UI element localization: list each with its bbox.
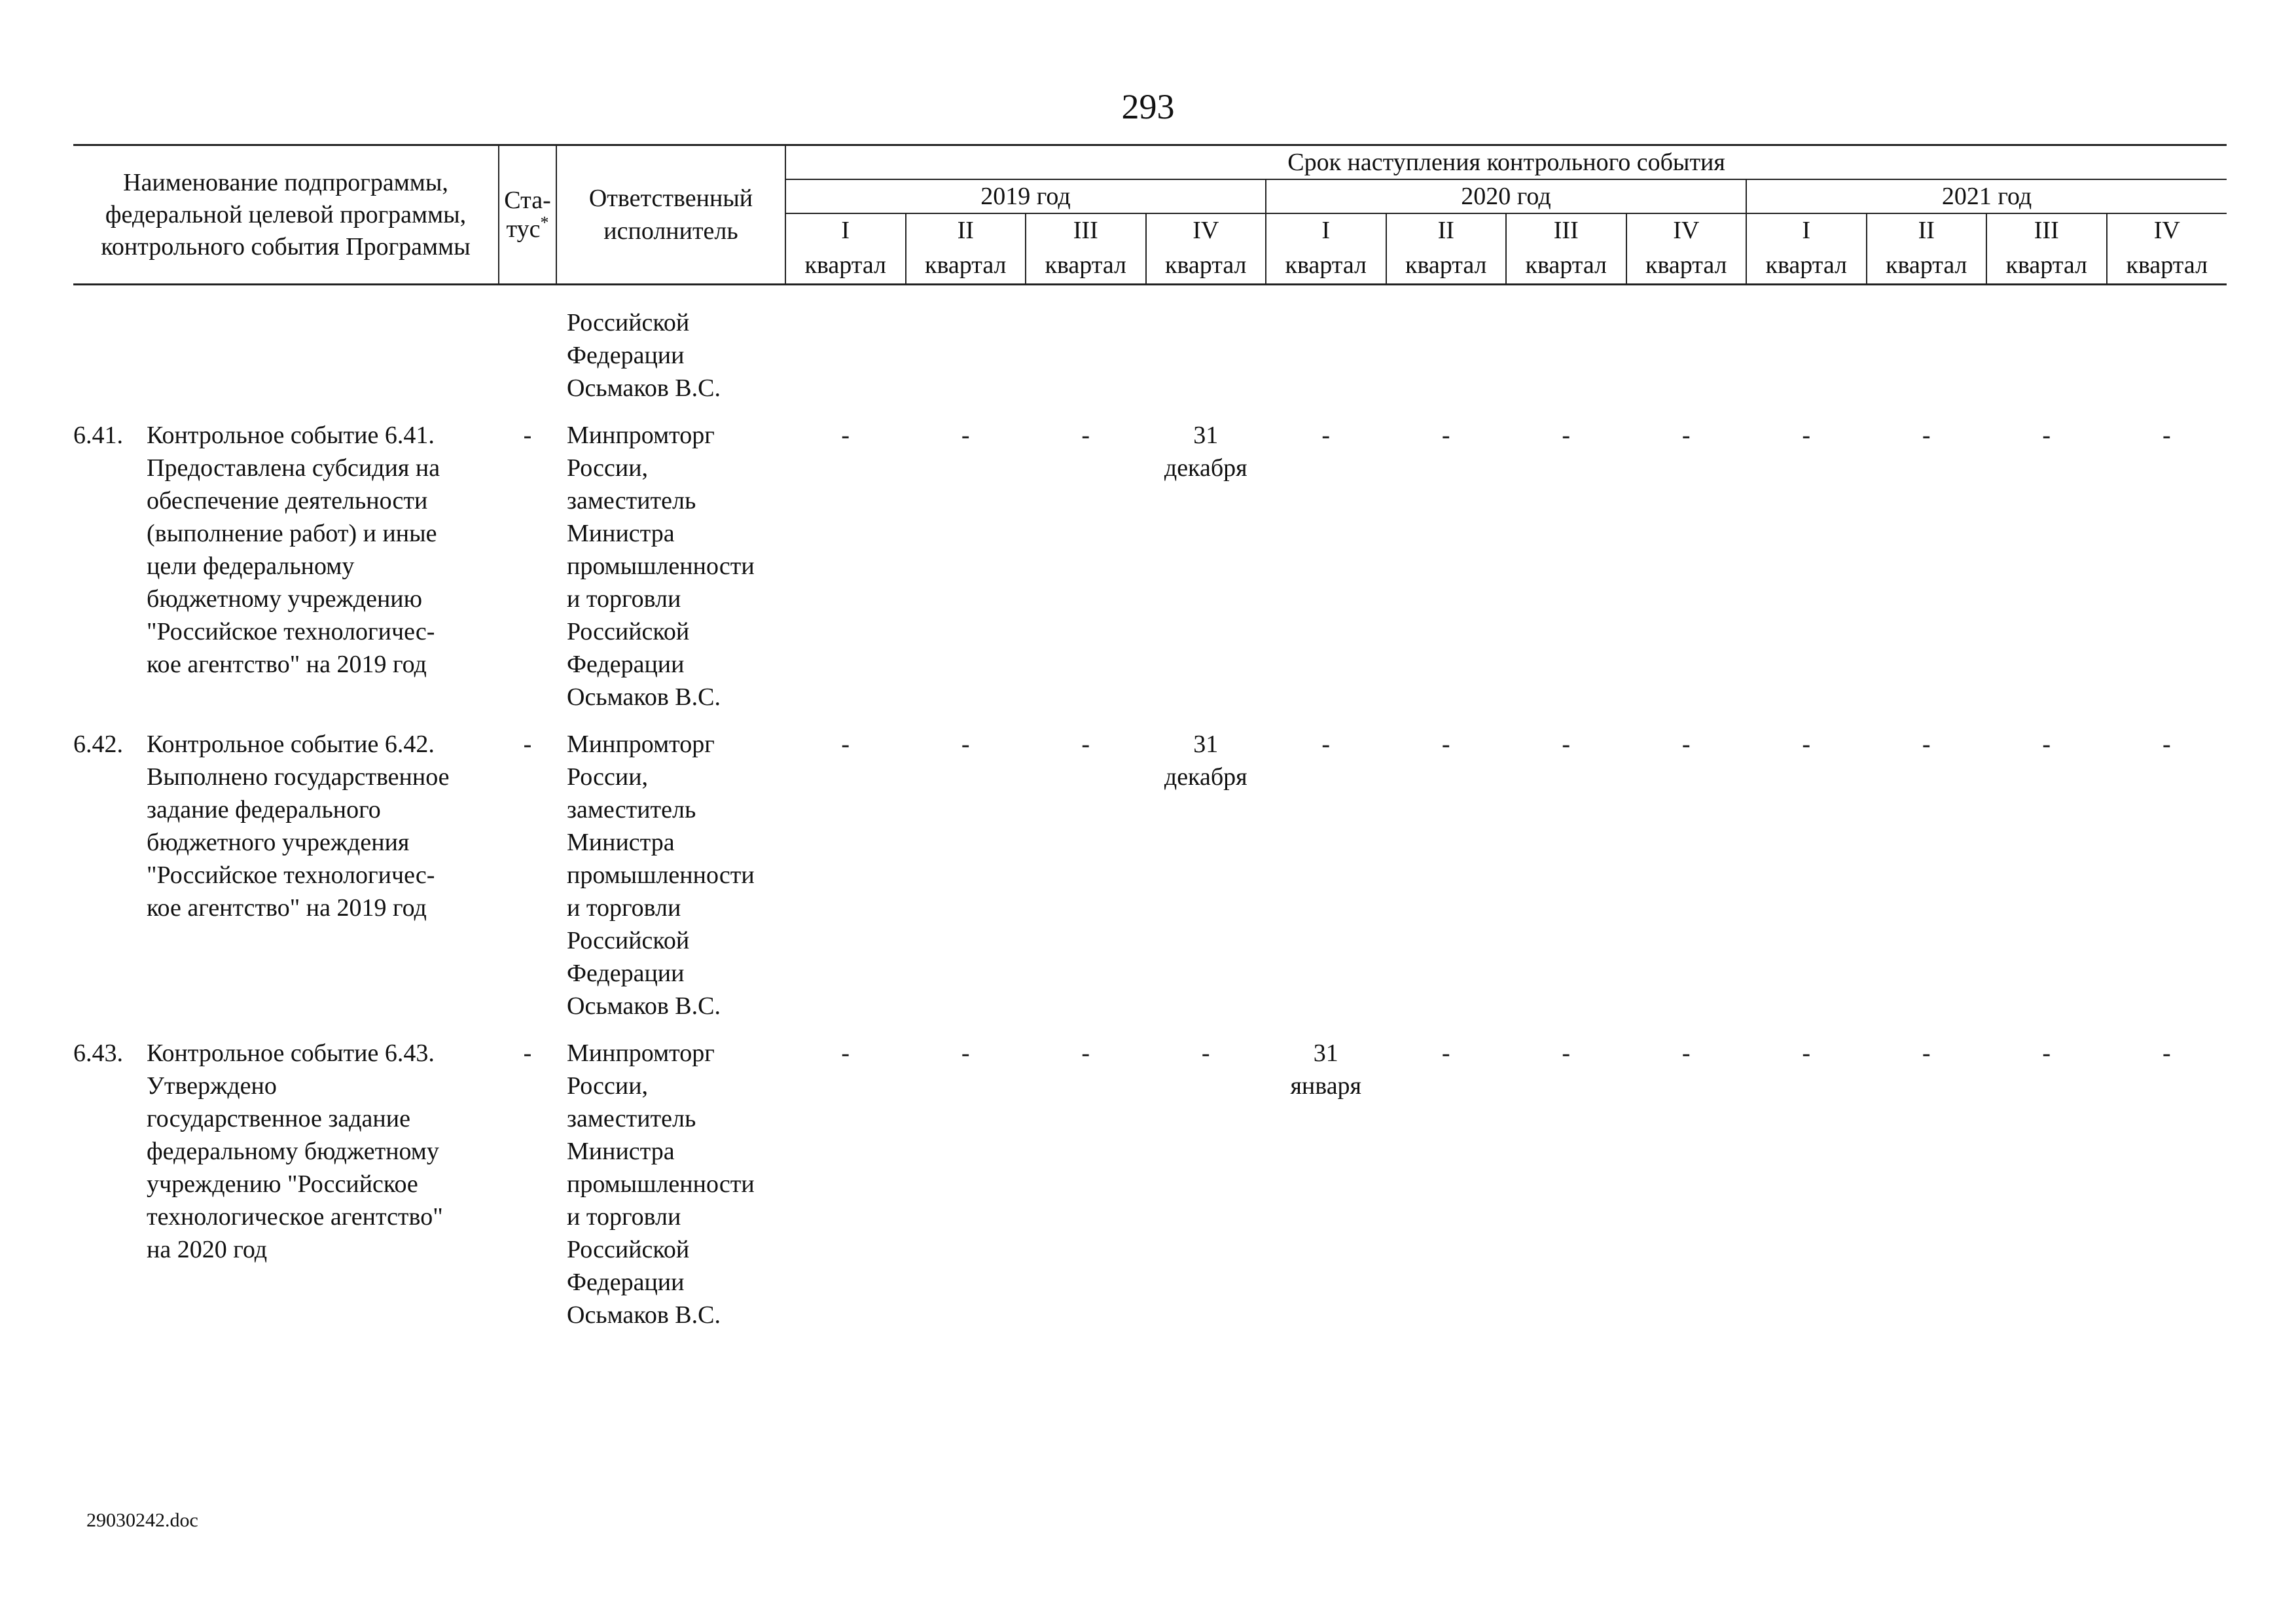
responsible-line: заместитель <box>567 487 696 514</box>
quarter-cell: - <box>1441 731 1450 758</box>
quarter-cell: - <box>1441 1039 1450 1067</box>
event-name <box>147 728 499 924</box>
header-status-line: Ста- <box>504 187 551 214</box>
event-name-line: задание федерального <box>147 796 381 823</box>
control-events-table <box>73 144 2227 1346</box>
responsible-line: Федерации <box>567 1269 685 1296</box>
quarter-numeral: II <box>1386 213 1507 247</box>
event-name-line: обеспечение деятельности <box>147 487 428 514</box>
quarter-numeral: III <box>1986 213 2107 247</box>
event-status: - <box>523 422 532 449</box>
event-name-line: Контрольное событие 6.42. <box>147 731 435 758</box>
responsible-line: Российской <box>567 618 690 645</box>
quarter-cell: - <box>1802 422 1811 449</box>
quarter-cell: 31 января <box>1290 1039 1362 1100</box>
quarter-numeral: IV <box>1626 213 1747 247</box>
quarter-cell: - <box>1681 731 1691 758</box>
column-header-deadline: Срок наступления контрольного события <box>785 145 2227 180</box>
table-row <box>73 728 2227 1037</box>
quarter-cell: - <box>1802 1039 1811 1067</box>
quarter-cell: - <box>1802 731 1811 758</box>
continuation-responsible <box>556 306 785 419</box>
quarter-cell: - <box>961 422 970 449</box>
quarter-numeral: I <box>1266 213 1386 247</box>
responsible-line: Минпромторг <box>567 1039 715 1067</box>
responsible-line: Российской <box>567 1236 690 1263</box>
responsible-line: Федерации <box>567 651 685 678</box>
event-name-cell <box>73 1037 499 1346</box>
quarter-word: квартал <box>1026 247 1146 285</box>
responsible-line: России, <box>567 454 649 482</box>
quarter-word: квартал <box>1746 247 1867 285</box>
responsible-line: России, <box>567 1072 649 1100</box>
event-status: - <box>523 731 532 758</box>
quarter-numeral: II <box>906 213 1026 247</box>
quarter-cell: - <box>961 731 970 758</box>
event-name-line: Утверждено <box>147 1072 277 1100</box>
event-name-line: на 2020 год <box>147 1236 268 1263</box>
event-name-line: "Российское технологичес- <box>147 861 435 889</box>
quarter-cell: - <box>1562 1039 1571 1067</box>
quarter-word: квартал <box>906 247 1026 285</box>
column-header-name <box>73 145 499 285</box>
header-spacer <box>73 285 2227 307</box>
event-responsible <box>556 419 785 728</box>
event-responsible <box>556 1037 785 1346</box>
event-name <box>147 419 499 681</box>
quarter-cell: - <box>1321 731 1331 758</box>
quarter-cell: - <box>1922 422 1931 449</box>
quarter-cell: - <box>2042 731 2051 758</box>
responsible-line: Российской <box>567 927 690 954</box>
column-header-status <box>499 145 556 285</box>
quarter-cell: - <box>1562 422 1571 449</box>
responsible-line: Осьмаков В.С. <box>567 374 721 402</box>
quarter-word: квартал <box>1266 247 1386 285</box>
quarter-cell: - <box>1081 1039 1090 1067</box>
responsible-line: Осьмаков В.С. <box>567 992 721 1020</box>
event-name-line: технологическое агентство" <box>147 1203 443 1231</box>
event-name-line: Контрольное событие 6.43. <box>147 1039 435 1067</box>
status-footnote-mark: * <box>540 213 549 232</box>
event-name-line: учреждению "Российское <box>147 1170 418 1198</box>
responsible-line: заместитель <box>567 796 696 823</box>
responsible-line: Осьмаков В.С. <box>567 1301 721 1329</box>
event-name-line: Предоставлена субсидия на <box>147 454 440 482</box>
quarter-cell: - <box>841 731 850 758</box>
responsible-line: Министра <box>567 1138 675 1165</box>
responsible-line: и торговли <box>567 1203 681 1231</box>
event-name-line: федеральному бюджетному <box>147 1138 439 1165</box>
year-header-2021: 2021 год <box>1746 179 2227 213</box>
quarter-cell: - <box>1922 1039 1931 1067</box>
quarter-word: квартал <box>1986 247 2107 285</box>
event-number: 6.43. <box>73 1039 123 1067</box>
responsible-line: и торговли <box>567 585 681 613</box>
quarter-cell: - <box>2162 731 2171 758</box>
event-name-line: кое агентство" на 2019 год <box>147 651 427 678</box>
event-name-line: Контрольное событие 6.41. <box>147 422 435 449</box>
event-number: 6.41. <box>73 422 123 449</box>
header-responsible-line: Ответственный <box>588 185 753 212</box>
quarter-word: квартал <box>1506 247 1626 285</box>
responsible-line: Минпромторг <box>567 731 715 758</box>
event-status: - <box>523 1039 532 1067</box>
header-name-line: федеральной целевой программы, <box>105 200 467 228</box>
quarter-cell: - <box>1081 422 1090 449</box>
quarter-numeral: I <box>1746 213 1867 247</box>
event-name-line: "Российское технологичес- <box>147 618 435 645</box>
page-number: 293 <box>1121 87 1175 126</box>
quarter-word: квартал <box>1386 247 1507 285</box>
responsible-line: и торговли <box>567 894 681 922</box>
responsible-line: заместитель <box>567 1105 696 1132</box>
quarter-cell: - <box>1081 731 1090 758</box>
quarter-word: квартал <box>1867 247 1987 285</box>
responsible-line: Федерации <box>567 960 685 987</box>
event-number: 6.42. <box>73 731 123 758</box>
event-name-line: цели федеральному <box>147 552 355 580</box>
quarter-word: квартал <box>785 247 906 285</box>
quarter-word: квартал <box>1626 247 1747 285</box>
event-name-cell <box>73 728 499 1037</box>
quarter-numeral: IV <box>2107 213 2227 247</box>
quarter-numeral: I <box>785 213 906 247</box>
document-code: 29030242.doc <box>86 1509 198 1531</box>
quarter-cell: 31 декабря <box>1164 422 1247 482</box>
responsible-line: промышленности <box>567 861 755 889</box>
quarter-numeral: III <box>1506 213 1626 247</box>
column-header-responsible <box>556 145 785 285</box>
header-name-line: Наименование подпрограммы, <box>123 168 448 196</box>
table-header <box>73 145 2227 285</box>
responsible-line: Министра <box>567 829 675 856</box>
quarter-cell: - <box>1681 1039 1691 1067</box>
year-header-2019: 2019 год <box>785 179 1266 213</box>
event-name-line: государственное задание <box>147 1105 410 1132</box>
quarter-cell: - <box>841 1039 850 1067</box>
responsible-line: Министра <box>567 520 675 547</box>
event-name-line: бюджетному учреждению <box>147 585 423 613</box>
responsible-line: Российской <box>567 309 690 336</box>
event-name-line: (выполнение работ) и иные <box>147 520 437 547</box>
event-name-cell <box>73 419 499 728</box>
quarter-word: квартал <box>2107 247 2227 285</box>
quarter-numeral: IV <box>1146 213 1266 247</box>
quarter-cell: - <box>1681 422 1691 449</box>
table-body <box>73 285 2227 1346</box>
responsible-line: Осьмаков В.С. <box>567 683 721 711</box>
header-name-line: контрольного события Программы <box>101 232 471 261</box>
quarter-cell: - <box>841 422 850 449</box>
quarter-cell: - <box>1201 1039 1210 1067</box>
quarter-cell: - <box>1922 731 1931 758</box>
quarter-word: квартал <box>1146 247 1266 285</box>
responsible-line: промышленности <box>567 552 755 580</box>
responsible-line: России, <box>567 763 649 791</box>
quarter-cell: - <box>2162 1039 2171 1067</box>
responsible-line: Федерации <box>567 342 685 369</box>
continuation-row <box>73 306 2227 419</box>
event-name <box>147 1037 499 1266</box>
quarter-cell: - <box>1321 422 1331 449</box>
event-name-line: бюджетного учреждения <box>147 829 410 856</box>
event-name-line: кое агентство" на 2019 год <box>147 894 427 922</box>
table-row <box>73 419 2227 728</box>
quarter-cell: - <box>2042 422 2051 449</box>
quarter-cell: - <box>2162 422 2171 449</box>
event-responsible <box>556 728 785 1037</box>
quarter-cell: - <box>2042 1039 2051 1067</box>
quarter-cell: - <box>961 1039 970 1067</box>
responsible-line: промышленности <box>567 1170 755 1198</box>
quarter-cell: - <box>1441 422 1450 449</box>
header-status-line: тус* <box>506 213 549 243</box>
quarter-numeral: III <box>1026 213 1146 247</box>
event-name-line: Выполнено государственное <box>147 763 450 791</box>
quarter-numeral: II <box>1867 213 1987 247</box>
responsible-line: Минпромторг <box>567 422 715 449</box>
year-header-2020: 2020 год <box>1266 179 1746 213</box>
quarter-cell: 31 декабря <box>1164 731 1247 791</box>
table-row <box>73 1037 2227 1346</box>
quarter-cell: - <box>1562 731 1571 758</box>
header-responsible-line: исполнитель <box>603 217 738 245</box>
